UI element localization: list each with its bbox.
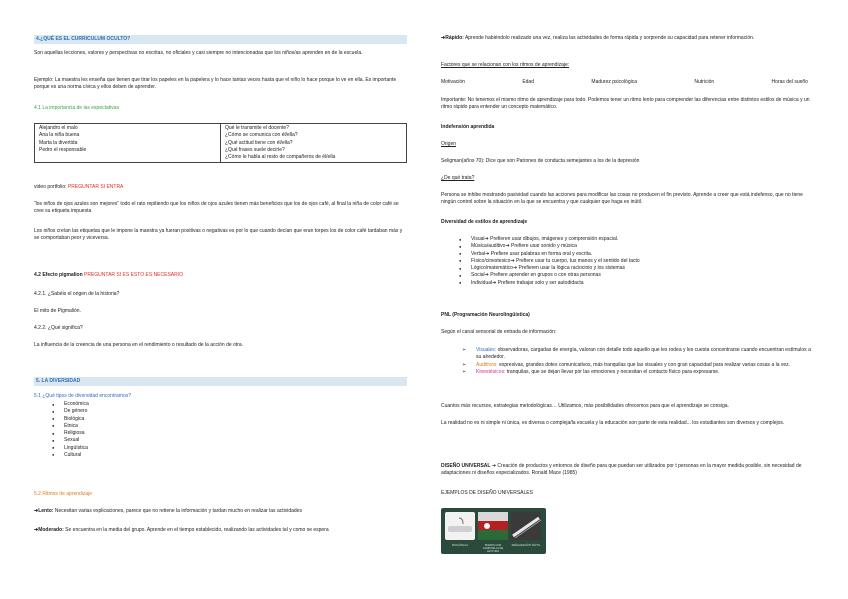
de-que-trata: ¿De qué trata? <box>441 175 475 181</box>
factor-item: Horas del sueño <box>771 79 808 85</box>
list-item: ● Individual➔ Prefiere trabajar solo y ser autodidacta <box>441 280 813 287</box>
list-item: ● Sexual <box>34 437 407 444</box>
answer-meaning: La influencia de la creencia de una persona en el rendimiento o resultado de la acción de otra. <box>34 342 244 348</box>
table-text: Marta la divertida <box>39 139 78 146</box>
list-item: ● Económica <box>34 401 407 408</box>
paragraph-definition: Son aquellas lecciones, valores y perspectivas no escritas, no oficiales y casi siempre no intencionadas que los niños/as aprenden en de la escuela. <box>34 50 363 56</box>
rapido-label: Rápido: <box>445 35 464 41</box>
paragraph-realidad: La realidad no es ni simple ni única, es diversa o compleja/la escuela y la educación son parte de esta realidad... los estudiantes son diversos y complejos. <box>441 420 785 426</box>
origen-text: Seligman(años 70): Dice que son Patrones de conducta semejantes a los de la depresión <box>441 158 640 164</box>
heading-tipos-diversidad: 5.1 ¿Qué tipos de diversidad encontramos? <box>34 393 131 399</box>
moderado-label: Moderado: <box>38 527 64 533</box>
pigmalion-title: 4.2 Efecto pigmalion <box>34 272 83 278</box>
factor-item: Nutrición <box>694 79 715 85</box>
diversity-list <box>34 401 407 459</box>
list-item: ● Cultural <box>34 452 407 459</box>
lento-label: Lento: <box>38 508 54 514</box>
paragraph-trata: Persona se inhibe mostrando pasividad cuando las acciones para modificar las cosas no producen el fin previsto. Aprende a creer que está indefenso, que no tiene ningún control sobre la situación en la que se encuentra y que cualquier que haga es inútil. <box>441 192 803 206</box>
paragraph-etiquetas: Los niños creían las etiquetas que le impone la maestra ya fueran positivas o negativas es por lo que cuando decían que eran torpes los de color café tardaban más y se comportaban peor y viceversa. <box>34 228 403 242</box>
paragraph-ojos-azules: “los niños de ojos azules son mejores” todo el rato repitiendo que los niños de ojos azules tienen más beneficios que los de ojos café, al final la niña de color café se cree su etiqueta impuesta <box>34 201 399 215</box>
moderado-text: Se encuentra en la media del grupo. Aprende en el tiempo establecido, realizando las actividades tal y como se espera <box>65 527 329 533</box>
factor-item: Motivación <box>441 79 465 85</box>
video-note: PREGUNTAR SI ENTRA <box>67 184 124 190</box>
caption-3: SEÑALIZACIÓN TÁCTIL <box>511 544 541 547</box>
caption-1: ROCLÓSCLA <box>452 544 468 547</box>
photo-door <box>478 512 508 540</box>
heading-pnl: PNL (Programación Neurolingüística) <box>441 312 530 318</box>
heading-diversidad: 5. LA DIVERSIDAD <box>34 377 407 386</box>
heading-pigmalion <box>34 272 407 279</box>
pnl-intro: Según el canal sensorial de entrada de información: <box>441 329 557 335</box>
answer-myth: El mito de Pigmalión. <box>34 308 81 314</box>
heading-estilos: Diversidad de estilos de aprendizaje <box>441 219 528 225</box>
pigmalion-note: PREGUNTAR SI ES ESTO ES NECESARIO <box>84 272 184 278</box>
list-item: ● Lógico/matemático➔ Prefieren usar la lógica raciocinio y los sistemas <box>441 265 813 272</box>
table-text: Alejandro el malo <box>39 125 78 131</box>
heading-expectativas: 4.1 La importancia de las expectativas <box>34 105 120 111</box>
list-item: ➢ Visuales: observadoras, cargadas de energía, valoran con detalle todo aquello que les rodea y les cuesta concentrarse cuando encuentran estímulos a su alrededor. <box>441 347 813 362</box>
list-item: ● Lingüística <box>34 445 407 452</box>
list-item: ● Música/auditivo➔ Prefiere usar sonido y música <box>441 243 813 250</box>
paragraph-example: Ejemplo: La maestra les enseña que tienen que tirar los papeles en la papelera y lo hace tantas veces hasta que el niño lo hace porque lo ve en ella. Es importante porque es una norma cívica y ellos deben de aprender. <box>34 77 397 91</box>
paragraph-lento: ➔Lento: Necesitan varias explicaciones, parece que no retiene la información y tardan mucho en realizar las actividades <box>34 508 302 514</box>
list-item: ● Verbal➔ Prefiere usar palabras en forma oral y escrita. <box>441 251 813 258</box>
heading-indefension: Indefensión aprendida <box>441 124 495 130</box>
question-meaning: 4.2.2. ¿Qué significa? <box>34 325 83 331</box>
paragraph-moderado: ➔Moderado: Se encuentra en la media del grupo. Aprende en el tiempo establecido, realizando las actividades tal y como se espera <box>34 527 329 533</box>
caption-2: PUERTA CON CAMPANILLA DE LECTURA <box>482 544 504 554</box>
factor-item: Edad <box>522 79 534 85</box>
ejemplos-title: EJEMPLOS DE DISEÑO UNIVERSALES <box>441 490 533 496</box>
paragraph-diseno-universal <box>441 463 813 478</box>
list-item: ➢ Auditivos: expresivas, grandes dotes comunicativos, más tranquilas que las visuales y con gran capacidad para realizar varias cosas a la vez. <box>441 362 813 369</box>
list-item: ● Visual➔ Prefieren usar dibujos, imágenes y comprensión espacial. <box>441 236 813 243</box>
expectations-table <box>34 123 407 163</box>
table-text: ¿Cómo le habla al resto de compañeros de él/ella <box>225 154 336 160</box>
heading-curriculum-oculto: 4.¿QUÉ ES EL CURRICULUM OCULTO? <box>34 35 407 44</box>
table-text: Qué le transmite el docente? <box>225 125 289 131</box>
rapido-text: Aprende habiéndolo realizado una vez, realiza las actividades de forma rápida y sorprende su capacidad para retener información. <box>464 35 755 41</box>
diseno-text: ➔ Creación de productos y entornos de diseño para que puedan ser utilizados por t personas en la mayor medida posible, sin necesidad de adaptaciones ni diseños especializados. Ronald Mace (1985) <box>441 463 802 477</box>
universal-design-examples-image <box>441 508 546 554</box>
lento-text: Necesitan varias explicaciones, parece que no retiene la información y tardan mucho en realizar las actividades <box>54 508 302 514</box>
list-item: ● Social➔ Prefiere aprender en grupos o con otras personas <box>441 272 813 279</box>
table-text: ¿Qué actitud tiene con él/ella? <box>225 139 293 146</box>
pnl-list <box>441 347 813 376</box>
photo-tactile <box>511 512 541 540</box>
paragraph-rapido: ➔Rápido: Aprende habiéndolo realizado una vez, realiza las actividades de forma rápida y sorprende su capacidad para retener información. <box>441 35 755 41</box>
table-text: Ana la niña buena <box>39 132 80 139</box>
factors-row <box>441 79 813 86</box>
heading-ritmos: 5.2 Ritmos de aprendizaje <box>34 491 93 497</box>
list-item: ● Religiosa <box>34 430 407 437</box>
list-item: ➢ Kinestésicos: tranquilas, que se dejan llevar por las emociones y necesitan el contacto físico para expresarse. <box>441 369 813 376</box>
list-item: ● Biológica <box>34 416 407 423</box>
table-text: ¿Qué frases suele decirle? <box>225 146 285 153</box>
table-text: Pedro el responsable <box>39 146 87 153</box>
diseno-label: DISEÑO UNIVERSAL <box>441 463 491 469</box>
photo-sink <box>445 512 475 540</box>
video-portfolio-line <box>34 184 407 191</box>
paragraph-importante: Importante: No tenemos el mismo ritmo de aprendizaje para todo. Podemos tener un ritmo lento para comprender las diferencias entre distintos estilos de música y un ritmo rápido para entender un concepto matemático. <box>441 97 810 111</box>
origen-label: Origen <box>441 141 457 147</box>
list-item: ● De género <box>34 408 407 415</box>
table-cell-questions <box>221 124 407 163</box>
factors-title: Factores que se relacionan con los ritmos de aprendizaje: <box>441 62 570 68</box>
factor-item: Madurez psicológica <box>591 79 637 85</box>
list-item: ● Étnica <box>34 423 407 430</box>
table-text: ¿Cómo se comunica con él/ella? <box>225 132 298 139</box>
paragraph-recursos: Cuantos más recursos, estrategias metodológicas… Utilizamos, más posibilidades ofrecemos para que el aprendizaje se consiga. <box>441 403 729 409</box>
table-cell-students <box>35 124 221 163</box>
video-label: video portfolio: <box>34 184 67 190</box>
list-item: ● Físico/cinestesico➔ Prefiere usar tu cuerpo, tus manos y el sentido del tacto <box>441 258 813 265</box>
question-origin: 4.2.1. ¿Sabéis el origen de la historia? <box>34 291 120 297</box>
estilos-list <box>441 236 813 287</box>
